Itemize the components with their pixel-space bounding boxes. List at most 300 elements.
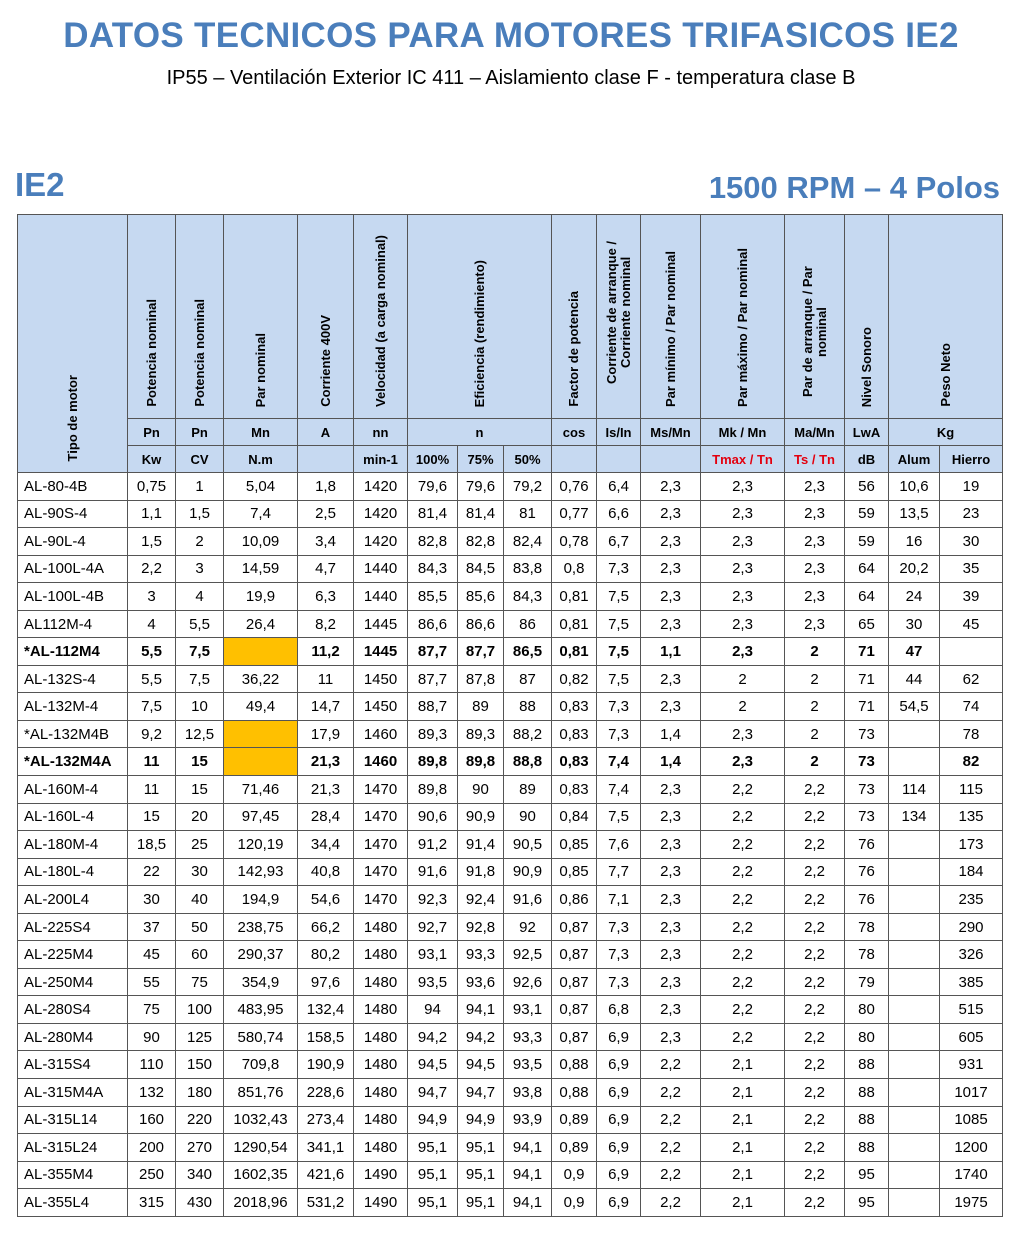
table-cell: 2,2 [701,1023,785,1051]
table-cell: 2 [785,720,845,748]
table-cell: 7,4 [597,776,641,804]
table-cell: 82 [940,748,1003,776]
table-row [18,968,1003,996]
table-cell: 1420 [354,500,408,528]
header-par-minimo: Par mínimo / Par nominal [641,215,701,419]
table-cell: 2,3 [641,528,701,556]
table-cell: 1420 [354,528,408,556]
table-cell: 95 [845,1189,889,1217]
table-cell: 7,5 [597,803,641,831]
table-cell: 2,3 [701,500,785,528]
table-cell: 90,9 [504,858,552,886]
table-row [18,831,1003,859]
table-cell: 76 [845,831,889,859]
table-cell: 86,6 [408,610,458,638]
table-cell: 1490 [354,1189,408,1217]
table-cell: 1,5 [176,500,224,528]
table-cell: 1480 [354,1051,408,1079]
table-cell: 11 [128,776,176,804]
table-cell: 88 [845,1106,889,1134]
table-cell: 79,6 [408,473,458,501]
table-cell: 47 [889,638,940,666]
table-row [18,665,1003,693]
table-cell: 2,2 [785,1051,845,1079]
table-cell: 0,87 [552,913,597,941]
table-row [18,638,1003,666]
table-cell: 2,2 [785,996,845,1024]
table-row [18,1079,1003,1107]
table-cell: 16 [889,528,940,556]
table-cell: 2,3 [701,555,785,583]
table-cell: 15 [176,776,224,804]
table-cell: 0,8 [552,555,597,583]
motor-type-cell: AL-315S4 [18,1051,128,1079]
symbol-isin: Is/In [597,419,641,446]
table-cell: 2,2 [785,941,845,969]
table-cell: 2,2 [641,1161,701,1189]
table-cell: 2,2 [641,1051,701,1079]
table-cell: 2,2 [785,1079,845,1107]
table-cell: 74 [940,693,1003,721]
table-cell: 65 [845,610,889,638]
symbol-kg: Kg [889,419,1003,446]
table-cell: 95,1 [408,1134,458,1162]
table-cell: 91,8 [458,858,504,886]
table-cell: 0,83 [552,748,597,776]
table-cell: 17,9 [298,720,354,748]
table-cell: 1440 [354,583,408,611]
table-cell: 62 [940,665,1003,693]
table-cell: 93,3 [458,941,504,969]
table-row [18,803,1003,831]
table-cell: 2,2 [701,913,785,941]
table-cell: 184 [940,858,1003,886]
table-cell [224,748,298,776]
table-cell: 11,2 [298,638,354,666]
table-cell: 90 [458,776,504,804]
table-cell: 88 [504,693,552,721]
table-cell: 30 [940,528,1003,556]
table-cell: 125 [176,1023,224,1051]
header-par-arranque: Par de arranque / Par nominal [785,215,845,419]
table-cell: 5,5 [128,638,176,666]
table-cell: 1,8 [298,473,354,501]
table-cell: 290 [940,913,1003,941]
table-cell: 2,3 [701,748,785,776]
table-cell: 2 [785,638,845,666]
motor-type-cell: AL-315L14 [18,1106,128,1134]
table-cell: 95,1 [458,1189,504,1217]
table-cell: 81,4 [458,500,504,528]
table-cell: 2,2 [641,1189,701,1217]
table-cell: 94,7 [458,1079,504,1107]
table-cell: 25 [176,831,224,859]
table-cell: 2,3 [641,803,701,831]
table-cell: 421,6 [298,1161,354,1189]
table-cell: 73 [845,748,889,776]
unit-cv: CV [176,446,224,473]
table-cell: 6,4 [597,473,641,501]
table-cell: 2 [785,748,845,776]
table-cell: 40 [176,886,224,914]
table-cell: 2,1 [701,1134,785,1162]
table-row [18,528,1003,556]
unit-msmn [641,446,701,473]
table-cell: 0,85 [552,831,597,859]
table-cell: 2,2 [701,858,785,886]
table-cell: 28,4 [298,803,354,831]
table-cell: 1460 [354,720,408,748]
table-cell: 150 [176,1051,224,1079]
table-cell: 45 [940,610,1003,638]
table-cell: 340 [176,1161,224,1189]
table-cell: 0,88 [552,1051,597,1079]
table-cell: 1470 [354,858,408,886]
table-cell: 22 [128,858,176,886]
table-cell: 94,2 [408,1023,458,1051]
table-cell: 7,3 [597,941,641,969]
motor-type-cell: AL-160L-4 [18,803,128,831]
table-cell: 7,5 [597,583,641,611]
table-cell: 10,09 [224,528,298,556]
table-cell: 173 [940,831,1003,859]
table-cell: 82,8 [408,528,458,556]
table-cell: 0,83 [552,693,597,721]
table-cell: 34,4 [298,831,354,859]
table-cell: 1480 [354,1023,408,1051]
table-cell: 2 [176,528,224,556]
table-cell: 92,4 [458,886,504,914]
table-cell: 1480 [354,968,408,996]
table-cell: 290,37 [224,941,298,969]
table-cell: 86 [504,610,552,638]
symbol-pn-cv: Pn [176,419,224,446]
table-cell: 1,5 [128,528,176,556]
table-cell [889,1189,940,1217]
table-cell: 1480 [354,1106,408,1134]
table-row [18,941,1003,969]
table-cell: 2,1 [701,1106,785,1134]
table-cell: 75 [176,968,224,996]
table-cell: 1470 [354,776,408,804]
table-cell: 2,2 [701,776,785,804]
table-cell: 93,6 [458,968,504,996]
motor-type-cell: AL112M-4 [18,610,128,638]
table-cell: 0,9 [552,1161,597,1189]
table-cell [889,968,940,996]
motor-type-cell: AL-355M4 [18,1161,128,1189]
page-title: DATOS TECNICOS PARA MOTORES TRIFASICOS IE2 [63,16,959,55]
table-cell: 84,3 [504,583,552,611]
table-cell: 97,6 [298,968,354,996]
unit-75: 75% [458,446,504,473]
table-cell: 64 [845,555,889,583]
table-row [18,776,1003,804]
table-cell: 88,7 [408,693,458,721]
table-cell: 20,2 [889,555,940,583]
unit-hierro: Hierro [940,446,1003,473]
table-cell: 84,5 [458,555,504,583]
table-cell: 4 [176,583,224,611]
table-cell: 21,3 [298,748,354,776]
table-cell: 39 [940,583,1003,611]
table-cell: 2,2 [785,886,845,914]
table-cell: 0,85 [552,858,597,886]
table-cell [889,1051,940,1079]
table-cell: 10 [176,693,224,721]
table-cell: 2 [785,693,845,721]
table-cell: 1460 [354,748,408,776]
table-cell: 88 [845,1051,889,1079]
symbol-mn: Mn [224,419,298,446]
table-row [18,1023,1003,1051]
table-cell: 1,4 [641,720,701,748]
table-cell: 71 [845,665,889,693]
table-cell: 2,3 [785,500,845,528]
table-cell: 1085 [940,1106,1003,1134]
table-cell: 76 [845,858,889,886]
table-cell: 0,89 [552,1106,597,1134]
unit-tmax: Tmax / Tn [701,446,785,473]
table-cell: 7,5 [597,610,641,638]
table-cell: 91,2 [408,831,458,859]
table-cell: 91,6 [408,858,458,886]
table-cell: 194,9 [224,886,298,914]
table-cell: 2,2 [785,1161,845,1189]
table-cell: 1480 [354,913,408,941]
table-cell: 71 [845,693,889,721]
table-cell: 2,2 [785,1023,845,1051]
table-cell: 66,2 [298,913,354,941]
table-cell: 20 [176,803,224,831]
table-cell: 87,7 [408,665,458,693]
table-cell: 93,8 [504,1079,552,1107]
table-cell: 90 [504,803,552,831]
table-cell: 35 [940,555,1003,583]
series-label: IE2 [15,166,65,203]
table-cell: 23 [940,500,1003,528]
table-cell: 40,8 [298,858,354,886]
table-cell [889,831,940,859]
table-cell: 2,3 [641,996,701,1024]
table-cell: 2,2 [701,831,785,859]
symbol-a: A [298,419,354,446]
table-cell: 89 [504,776,552,804]
unit-a [298,446,354,473]
table-cell: 7,3 [597,555,641,583]
table-cell: 6,7 [597,528,641,556]
table-cell: 7,6 [597,831,641,859]
table-cell: 1480 [354,1079,408,1107]
table-cell: 2,2 [701,803,785,831]
table-cell [889,1079,940,1107]
table-cell: 87,8 [458,665,504,693]
table-cell: 2,3 [785,583,845,611]
table-cell: 1480 [354,996,408,1024]
table-cell: 134 [889,803,940,831]
table-cell: 81,4 [408,500,458,528]
table-cell: 73 [845,803,889,831]
table-cell: 86,6 [458,610,504,638]
table-cell: 15 [176,748,224,776]
motor-type-cell: *AL-132M4A [18,748,128,776]
table-cell: 6,9 [597,1023,641,1051]
table-cell: 49,4 [224,693,298,721]
table-row [18,720,1003,748]
table-cell: 88,8 [504,748,552,776]
table-cell: 26,4 [224,610,298,638]
table-cell: 1602,35 [224,1161,298,1189]
table-row [18,583,1003,611]
table-cell: 1450 [354,665,408,693]
header-tipo-motor: Tipo de motor [18,215,128,473]
table-cell: 88 [845,1079,889,1107]
table-cell: 2,3 [701,473,785,501]
table-cell: 82,4 [504,528,552,556]
motor-type-cell: AL-225M4 [18,941,128,969]
table-cell: 0,87 [552,968,597,996]
table-row [18,473,1003,501]
table-cell: 90,9 [458,803,504,831]
table-cell: 78 [845,941,889,969]
table-cell: 56 [845,473,889,501]
unit-alum: Alum [889,446,940,473]
symbol-msmn: Ms/Mn [641,419,701,446]
table-cell: 94,1 [504,1161,552,1189]
table-cell: 2,3 [641,610,701,638]
table-cell: 75 [128,996,176,1024]
table-cell: 483,95 [224,996,298,1024]
table-cell: 2,2 [641,1134,701,1162]
table-cell: 91,6 [504,886,552,914]
table-cell: 0,76 [552,473,597,501]
table-cell: 2,2 [641,1106,701,1134]
table-cell: 91,4 [458,831,504,859]
motor-type-cell: AL-225S4 [18,913,128,941]
table-cell: 93,1 [408,941,458,969]
unit-cos [552,446,597,473]
symbol-lwa: LwA [845,419,889,446]
header-peso-neto: Peso Neto [889,215,1003,419]
table-cell: 1445 [354,638,408,666]
table-cell: 89,8 [408,748,458,776]
table-cell: 7,4 [224,500,298,528]
table-cell: 3 [176,555,224,583]
table-cell: 142,93 [224,858,298,886]
table-cell: 6,9 [597,1134,641,1162]
table-cell: 354,9 [224,968,298,996]
table-cell: 36,22 [224,665,298,693]
table-row [18,1051,1003,1079]
table-cell: 2,2 [785,831,845,859]
table-cell: 2,3 [641,500,701,528]
table-cell: 89 [458,693,504,721]
table-cell: 84,3 [408,555,458,583]
table-cell: 0,81 [552,610,597,638]
table-cell: 100 [176,996,224,1024]
table-cell: 92 [504,913,552,941]
motor-type-cell: AL-280M4 [18,1023,128,1051]
table-cell: 94,5 [408,1051,458,1079]
table-cell: 59 [845,500,889,528]
table-cell: 79,2 [504,473,552,501]
table-cell: 86,5 [504,638,552,666]
header-corriente-arranque: Corriente de arranque / Corriente nominal [597,215,641,419]
table-cell: 78 [845,913,889,941]
table-cell: 2,3 [701,583,785,611]
table-cell: 385 [940,968,1003,996]
table-cell: 1490 [354,1161,408,1189]
table-cell: 6,9 [597,1106,641,1134]
table-cell: 5,5 [176,610,224,638]
table-row [18,610,1003,638]
table-cell: 2,3 [641,913,701,941]
table-cell: 7,7 [597,858,641,886]
table-cell: 13,5 [889,500,940,528]
unit-kw: Kw [128,446,176,473]
table-cell: 79,6 [458,473,504,501]
table-cell: 2,3 [641,831,701,859]
table-cell [889,720,940,748]
table-cell: 132,4 [298,996,354,1024]
table-cell: 89,3 [408,720,458,748]
symbol-mkmn: Mk / Mn [701,419,785,446]
table-cell: 3 [128,583,176,611]
table-cell: 30 [128,886,176,914]
table-cell: 7,5 [176,638,224,666]
table-cell: 8,2 [298,610,354,638]
table-cell [889,1023,940,1051]
page-subtitle: IP55 – Ventilación Exterior IC 411 – Aislamiento clase F - temperatura clase B [166,67,856,89]
table-cell: 158,5 [298,1023,354,1051]
motor-spec-table [17,214,1003,1217]
table-cell: 73 [845,720,889,748]
table-cell: 2,3 [641,665,701,693]
table-cell: 79 [845,968,889,996]
table-cell: 71 [845,638,889,666]
table-cell: 94,9 [408,1106,458,1134]
table-cell: 11 [298,665,354,693]
table-cell: 7,5 [597,638,641,666]
table-cell: 0,87 [552,1023,597,1051]
table-cell: 6,3 [298,583,354,611]
table-cell: 1290,54 [224,1134,298,1162]
table-cell: 94,9 [458,1106,504,1134]
table-cell: 200 [128,1134,176,1162]
table-cell: 0,87 [552,941,597,969]
table-cell: 89,8 [458,748,504,776]
symbol-n: n [408,419,552,446]
table-row [18,913,1003,941]
motor-type-cell: *AL-112M4 [18,638,128,666]
table-cell: 90 [128,1023,176,1051]
unit-isin [597,446,641,473]
table-cell: 2,2 [785,1134,845,1162]
unit-min: min-1 [354,446,408,473]
table-cell: 2,5 [298,500,354,528]
table-cell: 2,3 [701,720,785,748]
table-cell: 14,7 [298,693,354,721]
table-cell: 110 [128,1051,176,1079]
table-cell: 55 [128,968,176,996]
table-cell: 7,1 [597,886,641,914]
table-cell: 2,3 [701,528,785,556]
motor-type-cell: AL-90L-4 [18,528,128,556]
table-row [18,1161,1003,1189]
table-cell: 81 [504,500,552,528]
symbol-nn: nn [354,419,408,446]
table-cell: 2,1 [701,1079,785,1107]
